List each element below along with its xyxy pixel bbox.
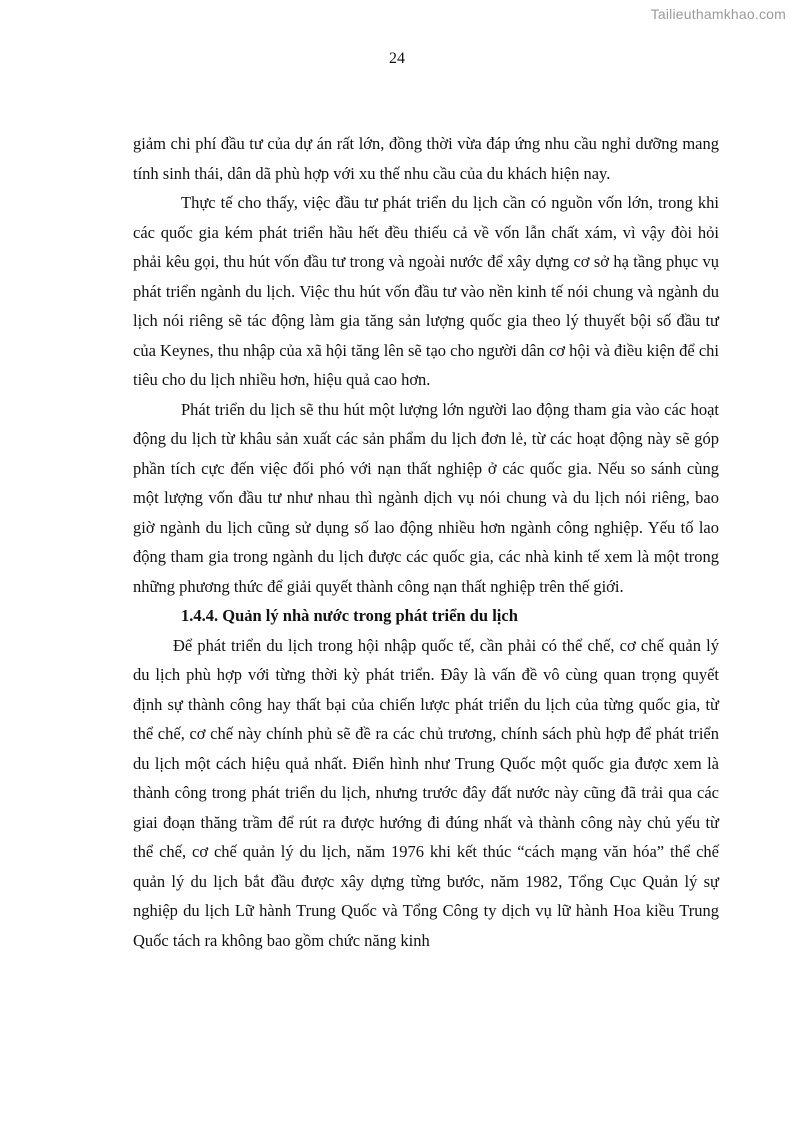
paragraph-state-management: Để phát triển du lịch trong hội nhập quốc tế, cần phải có thể chế, cơ chế quản lý du lịch phù hợp với từng thời kỳ phát triển. Đây là vấn đề vô cùng quan trọng quyết định sự thành công hay thất bại của chiến lược phát triển du lịch của từng quốc gia, từ thể chế, cơ chế này chính phủ sẽ đề ra các chủ trương, chính sách phù hợp để phát triển du lịch một cách hiệu quả nhất. Điển hình như Trung Quốc một quốc gia được xem là thành công trong phát triển du lịch, nhưng trước đây đất nước này cũng đã trải qua các giai đoạn thăng trầm để rút ra được hướng đi đúng nhất và thành công này chủ yếu từ thể chế, cơ chế quản lý du lịch, năm 1976 khi kết thúc “cách mạng văn hóa” thể chế quản lý du lịch bắt đầu được xây dựng từng bước, năm 1982, Tổng Cục Quản lý sự nghiệp du lịch Lữ hành Trung Quốc và Tổng Công ty dịch vụ lữ hành Hoa kiều Trung Quốc tách ra không bao gồm chức năng kinh — [133, 635, 719, 950]
page-number: 24 — [389, 50, 405, 67]
paragraph-employment: Phát triển du lịch sẽ thu hút một lượng lớn người lao động tham gia vào các hoạt động du lịch từ khâu sản xuất các sản phẩm du lịch đơn lẻ, từ các hoạt động này sẽ góp phần tích cực đến việc đối phó với nạn thất nghiệp ở các quốc gia. Nếu so sánh cùng một lượng vốn đầu tư như nhau thì ngành dịch vụ nói chung và du lịch nói riêng, bao giờ ngành du lịch cũng sử dụng số lao động nhiều hơn ngành công nghiệp. Yếu tố lao động tham gia trong ngành du lịch được các quốc gia, các nhà kinh tế xem là một trong những phương thức để giải quyết thành công nạn thất nghiệp trên thế giới. — [133, 399, 719, 596]
document-body — [133, 129, 719, 955]
paragraph-continuation: giảm chi phí đầu tư của dự án rất lớn, đồng thời vừa đáp ứng nhu cầu nghỉ dưỡng mang tính sinh thái, dân dã phù hợp với xu thế nhu cầu của du khách hiện nay. — [133, 134, 719, 183]
paragraph-investment: Thực tế cho thấy, việc đầu tư phát triển du lịch cần có nguồn vốn lớn, trong khi các quốc gia kém phát triển hầu hết đều thiếu cả về vốn lẫn chất xám, vì vậy đòi hỏi phải kêu gọi, thu hút vốn đầu tư trong và ngoài nước để xây dựng cơ sở hạ tầng phục vụ phát triển ngành du lịch. Việc thu hút vốn đầu tư vào nền kinh tế nói chung và ngành du lịch nói riêng sẽ tác động làm gia tăng sản lượng quốc gia theo lý thuyết bội số đầu tư của Keynes, thu nhập của xã hội tăng lên sẽ tạo cho người dân cơ hội và điều kiện để chi tiêu cho du lịch nhiều hơn, hiệu quả cao hơn. — [133, 193, 719, 389]
watermark: Tailieuthamkhao.com — [650, 6, 786, 22]
section-heading: 1.4.4. Quản lý nhà nước trong phát triển du lịch — [181, 606, 518, 625]
